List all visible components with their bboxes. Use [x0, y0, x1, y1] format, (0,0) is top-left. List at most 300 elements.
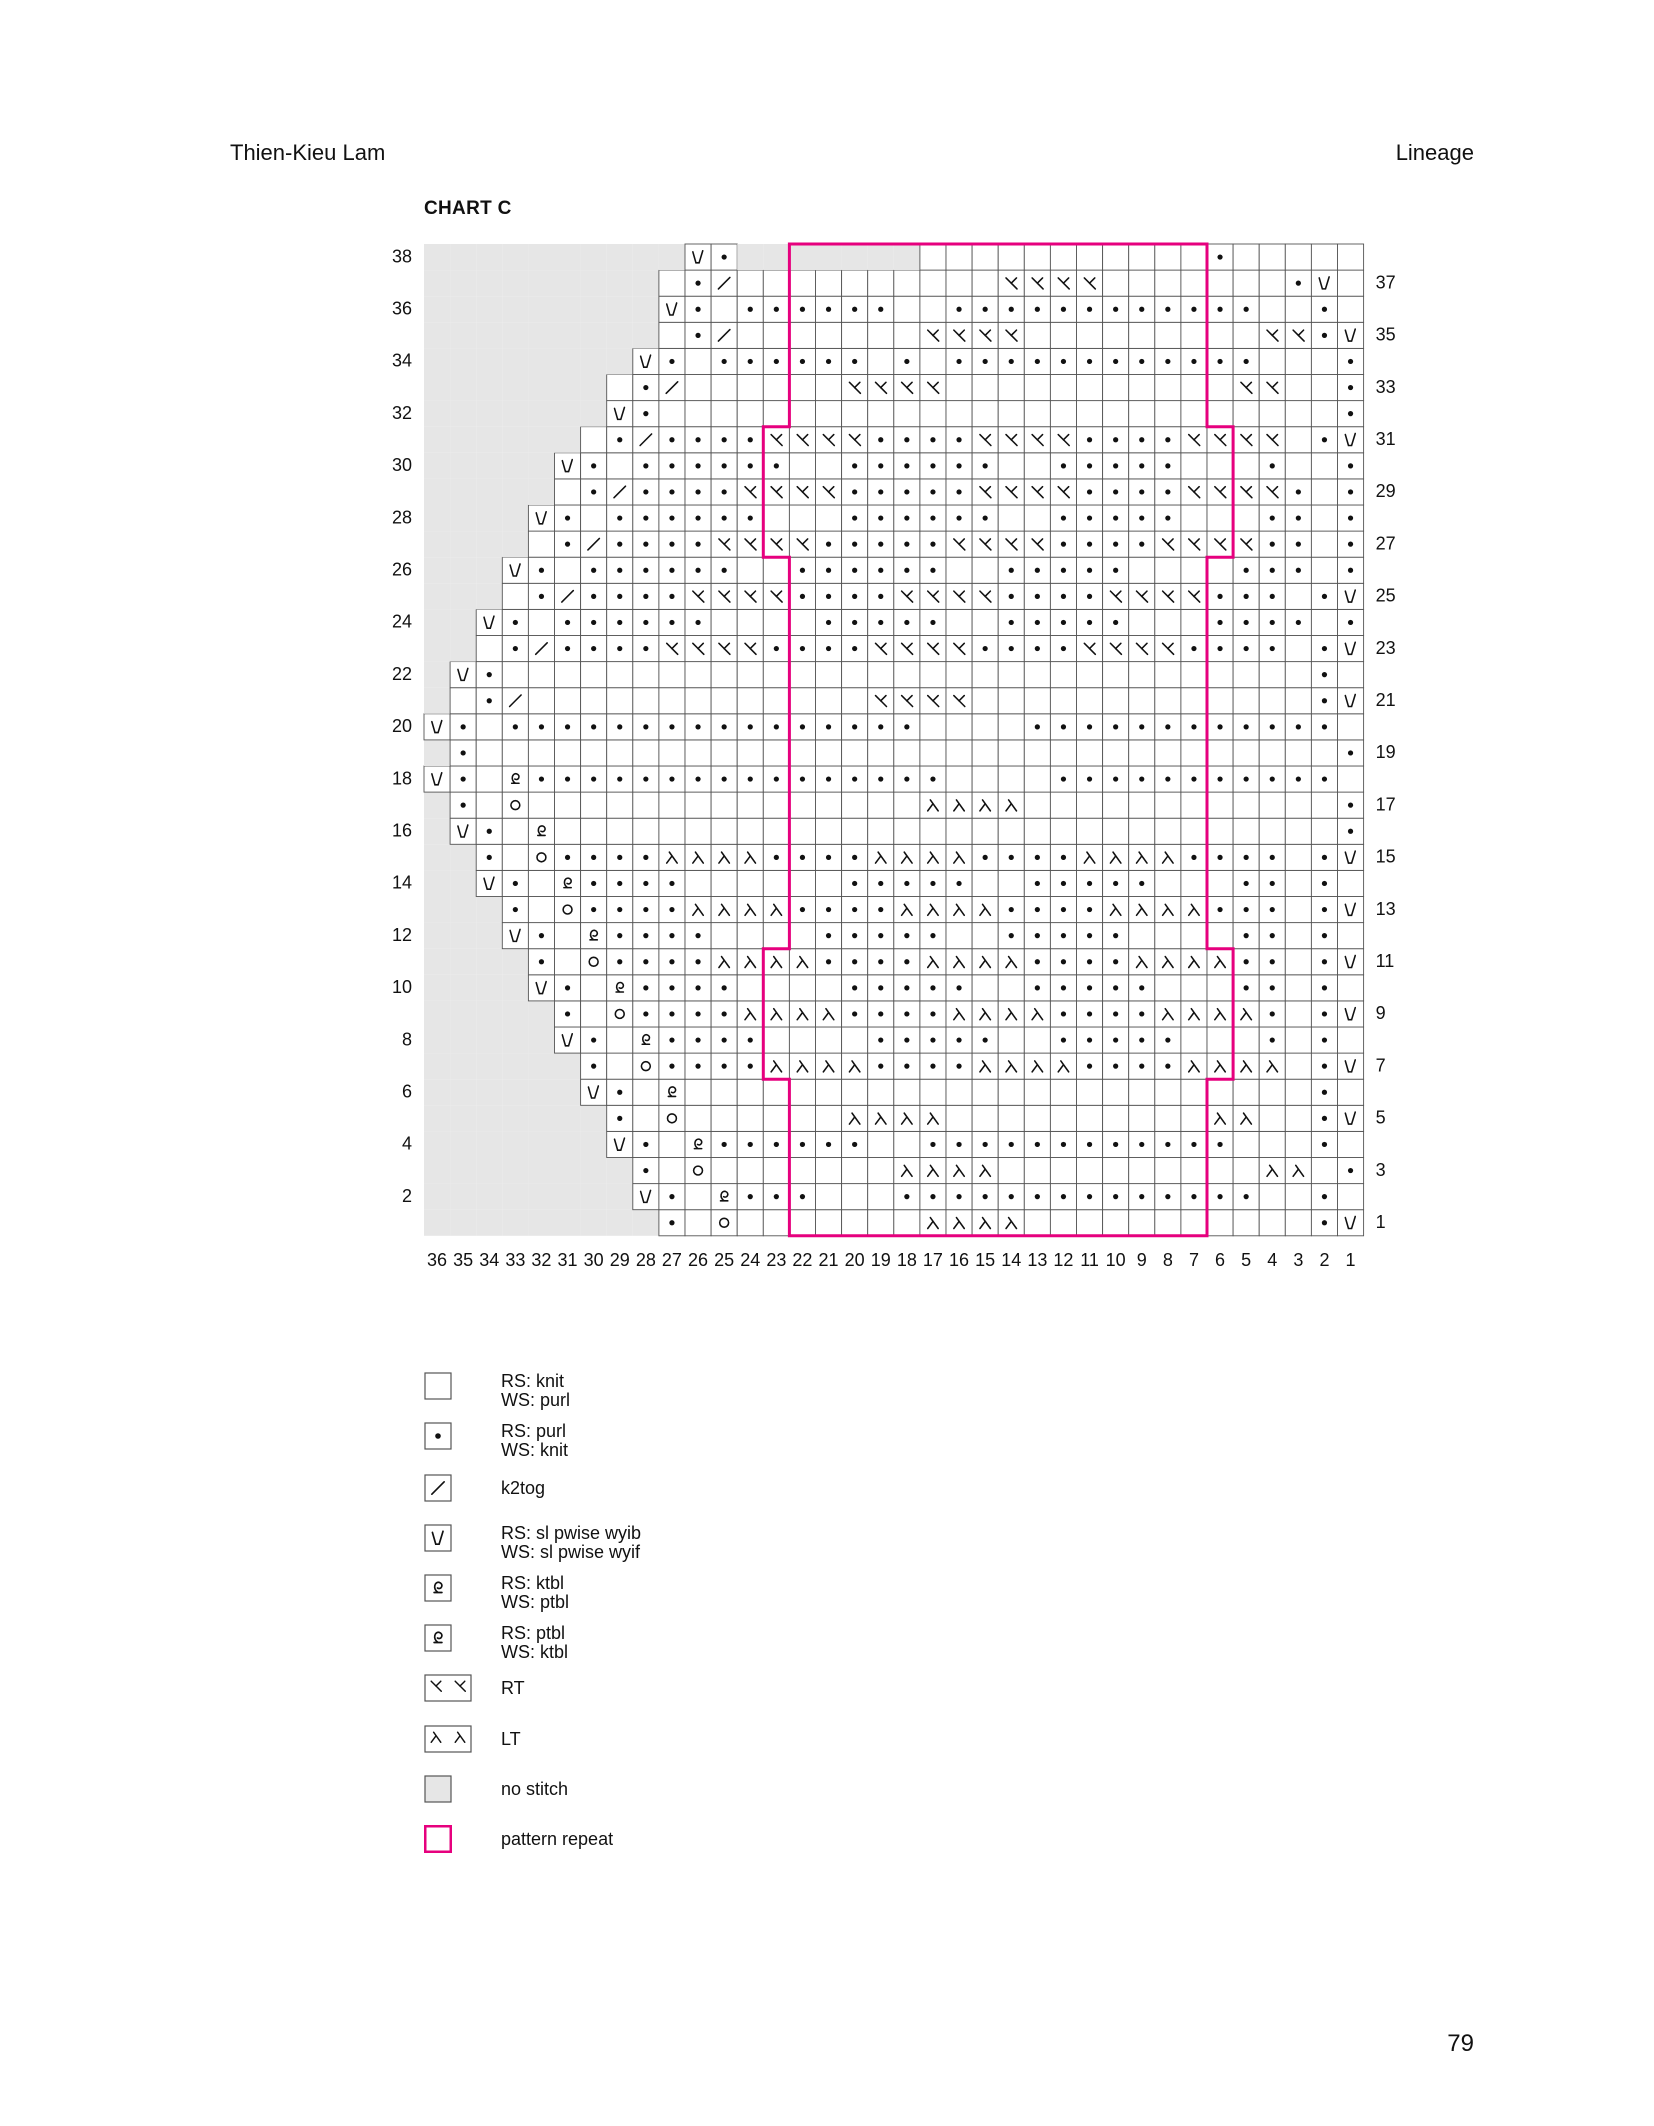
stitch-cell	[920, 1105, 946, 1131]
author-name: Thien-Kieu Lam	[230, 140, 386, 165]
stitch-cell	[1129, 1184, 1155, 1210]
stitch-cell	[1050, 844, 1076, 870]
stitch-cell	[711, 505, 737, 531]
stitch-cell	[633, 1027, 659, 1053]
stitch-cell	[711, 322, 737, 348]
stitch-cell	[868, 557, 894, 583]
stitch-cell	[894, 975, 920, 1001]
stitch-cell	[998, 505, 1024, 531]
stitch-cell	[659, 270, 685, 296]
stitch-cell	[763, 557, 789, 583]
no-stitch-cell	[581, 401, 607, 427]
stitch-cell	[842, 296, 868, 322]
stitch-cell	[1285, 609, 1311, 635]
stitch-cell	[711, 688, 737, 714]
stitch-cell	[1233, 479, 1259, 505]
stitch-cell	[1311, 1158, 1337, 1184]
stitch-cell	[1050, 1001, 1076, 1027]
legend-item-purl	[424, 1422, 824, 1462]
stitch-cell	[1024, 270, 1050, 296]
stitch-cell	[842, 662, 868, 688]
column-label: 8	[1162, 1249, 1173, 1270]
stitch-cell	[737, 401, 763, 427]
no-stitch-cell	[450, 348, 476, 374]
stitch-cell	[685, 322, 711, 348]
no-stitch-cell	[450, 1079, 476, 1105]
stitch-cell	[685, 1184, 711, 1210]
stitch-cell	[1129, 740, 1155, 766]
stitch-cell	[998, 375, 1024, 401]
stitch-cell	[842, 792, 868, 818]
no-stitch-cell	[476, 453, 502, 479]
stitch-cell	[1103, 949, 1129, 975]
stitch-cell	[894, 1184, 920, 1210]
no-stitch-cell	[476, 270, 502, 296]
stitch-cell	[1050, 818, 1076, 844]
stitch-cell	[1207, 662, 1233, 688]
stitch-cell	[711, 1053, 737, 1079]
stitch-cell	[685, 870, 711, 896]
no-stitch-cell	[424, 401, 450, 427]
stitch-cell	[1077, 505, 1103, 531]
legend-label: k2tog	[501, 1478, 546, 1498]
stitch-cell	[842, 322, 868, 348]
no-stitch-cell	[581, 1158, 607, 1184]
stitch-cell	[972, 688, 998, 714]
stitch-cell	[711, 844, 737, 870]
stitch-cell	[1259, 322, 1285, 348]
stitch-cell	[1338, 923, 1364, 949]
stitch-cell	[1181, 1210, 1207, 1236]
column-label: 35	[453, 1249, 474, 1270]
stitch-cell	[476, 636, 502, 662]
stitch-cell	[502, 557, 528, 583]
stitch-cell	[1050, 531, 1076, 557]
stitch-cell	[1129, 1105, 1155, 1131]
stitch-cell	[789, 453, 815, 479]
stitch-cell	[450, 740, 476, 766]
no-stitch-cell	[450, 375, 476, 401]
stitch-cell	[998, 1131, 1024, 1157]
stitch-cell	[816, 427, 842, 453]
stitch-cell	[946, 740, 972, 766]
stitch-cell	[1129, 427, 1155, 453]
no-stitch-cell	[502, 401, 528, 427]
stitch-cell	[842, 531, 868, 557]
stitch-cell	[946, 923, 972, 949]
stitch-cell	[737, 975, 763, 1001]
no-stitch-cell	[528, 1001, 554, 1027]
stitch-cell	[789, 923, 815, 949]
stitch-cell	[868, 270, 894, 296]
stitch-cell	[920, 636, 946, 662]
stitch-cell	[607, 766, 633, 792]
stitch-cell	[1285, 897, 1311, 923]
stitch-cell	[450, 714, 476, 740]
stitch-cell	[711, 1131, 737, 1157]
stitch-cell	[581, 923, 607, 949]
no-stitch-cell	[450, 453, 476, 479]
column-label: 6	[1215, 1249, 1226, 1270]
stitch-cell	[972, 714, 998, 740]
no-stitch-cell	[607, 296, 633, 322]
no-stitch-cell	[502, 505, 528, 531]
no-stitch-cell	[633, 1210, 659, 1236]
no-stitch-cell	[424, 1131, 450, 1157]
no-stitch-cell	[581, 1184, 607, 1210]
no-stitch-cell	[555, 1079, 581, 1105]
stitch-cell	[633, 766, 659, 792]
stitch-cell	[789, 897, 815, 923]
stitch-cell	[607, 975, 633, 1001]
stitch-cell	[1050, 740, 1076, 766]
no-stitch-cell	[424, 609, 450, 635]
no-stitch-cell	[528, 1053, 554, 1079]
stitch-cell	[1285, 557, 1311, 583]
stitch-cell	[1285, 923, 1311, 949]
stitch-cell	[789, 609, 815, 635]
row-label-left: 14	[391, 872, 412, 893]
stitch-cell	[946, 557, 972, 583]
stitch-cell	[737, 322, 763, 348]
stitch-cell	[1207, 609, 1233, 635]
stitch-cell	[1285, 505, 1311, 531]
stitch-cell	[1233, 583, 1259, 609]
stitch-cell	[920, 1158, 946, 1184]
stitch-cell	[1207, 1184, 1233, 1210]
no-stitch-cell	[502, 949, 528, 975]
stitch-cell	[1233, 427, 1259, 453]
stitch-cell	[737, 583, 763, 609]
stitch-cell	[1207, 949, 1233, 975]
legend-item-slip	[424, 1524, 824, 1564]
stitch-cell	[581, 844, 607, 870]
no-stitch-cell	[502, 1001, 528, 1027]
stitch-cell	[972, 453, 998, 479]
no-stitch-cell	[476, 583, 502, 609]
stitch-cell	[685, 375, 711, 401]
stitch-cell	[1338, 1131, 1364, 1157]
no-stitch-cell	[502, 375, 528, 401]
stitch-cell	[1338, 270, 1364, 296]
stitch-cell	[555, 897, 581, 923]
stitch-cell	[789, 296, 815, 322]
stitch-cell	[789, 1053, 815, 1079]
stitch-cell	[685, 609, 711, 635]
stitch-cell	[502, 688, 528, 714]
repeat-icon	[424, 1825, 452, 1853]
no-stitch-cell	[476, 949, 502, 975]
no-stitch-cell	[450, 427, 476, 453]
stitch-cell	[450, 662, 476, 688]
stitch-cell	[1155, 923, 1181, 949]
stitch-cell	[1155, 1131, 1181, 1157]
stitch-cell	[1285, 844, 1311, 870]
stitch-cell	[737, 270, 763, 296]
stitch-cell	[1077, 1184, 1103, 1210]
stitch-cell	[1077, 453, 1103, 479]
no-stitch-cell	[424, 662, 450, 688]
stitch-cell	[1129, 636, 1155, 662]
stitch-cell	[1233, 1053, 1259, 1079]
stitch-cell	[1077, 740, 1103, 766]
stitch-cell	[1311, 1131, 1337, 1157]
stitch-cell	[1077, 244, 1103, 270]
stitch-cell	[581, 766, 607, 792]
stitch-cell	[711, 609, 737, 635]
stitch-cell	[1077, 270, 1103, 296]
stitch-cell	[1338, 1027, 1364, 1053]
stitch-cell	[998, 270, 1024, 296]
stitch-cell	[1129, 479, 1155, 505]
stitch-cell	[711, 1001, 737, 1027]
stitch-cell	[581, 1001, 607, 1027]
stitch-cell	[607, 792, 633, 818]
stitch-cell	[842, 1158, 868, 1184]
stitch-cell	[1259, 975, 1285, 1001]
stitch-cell	[1129, 688, 1155, 714]
no-stitch-cell	[450, 897, 476, 923]
no-stitch-cell	[424, 1158, 450, 1184]
no-stitch-cell	[528, 1184, 554, 1210]
stitch-cell	[711, 479, 737, 505]
stitch-cell	[1181, 792, 1207, 818]
stitch-cell	[972, 609, 998, 635]
no-stitch-cell	[476, 1105, 502, 1131]
stitch-cell	[581, 583, 607, 609]
stitch-cell	[894, 792, 920, 818]
stitch-cell	[1024, 897, 1050, 923]
ktbl-icon	[424, 1574, 452, 1602]
stitch-cell	[920, 1210, 946, 1236]
stitch-cell	[972, 818, 998, 844]
stitch-cell	[502, 870, 528, 896]
no-stitch-cell	[502, 479, 528, 505]
legend-item-rt	[424, 1674, 824, 1714]
stitch-cell	[1311, 270, 1337, 296]
stitch-cell	[998, 296, 1024, 322]
stitch-cell	[581, 453, 607, 479]
stitch-cell	[920, 375, 946, 401]
stitch-cell	[685, 1131, 711, 1157]
stitch-cell	[1103, 766, 1129, 792]
stitch-cell	[972, 505, 998, 531]
row-label-left: 22	[391, 663, 412, 684]
stitch-cell	[1024, 662, 1050, 688]
stitch-cell	[737, 766, 763, 792]
stitch-cell	[1129, 714, 1155, 740]
stitch-cell	[1103, 322, 1129, 348]
stitch-cell	[946, 1184, 972, 1210]
stitch-cell	[1285, 1079, 1311, 1105]
column-label: 2	[1319, 1249, 1330, 1270]
stitch-cell	[555, 636, 581, 662]
stitch-cell	[711, 1105, 737, 1131]
stitch-cell	[1103, 688, 1129, 714]
stitch-cell	[1050, 583, 1076, 609]
stitch-cell	[711, 453, 737, 479]
stitch-cell	[1259, 870, 1285, 896]
stitch-cell	[1338, 740, 1364, 766]
stitch-cell	[920, 688, 946, 714]
no-stitch-cell	[424, 1079, 450, 1105]
stitch-cell	[633, 636, 659, 662]
row-label-right: 1	[1375, 1211, 1386, 1232]
stitch-cell	[1155, 401, 1181, 427]
stitch-cell	[1338, 1184, 1364, 1210]
stitch-cell	[1024, 870, 1050, 896]
stitch-cell	[763, 531, 789, 557]
stitch-cell	[685, 1210, 711, 1236]
no-stitch-cell	[502, 1131, 528, 1157]
stitch-cell	[633, 897, 659, 923]
stitch-cell	[946, 1053, 972, 1079]
stitch-cell	[1285, 740, 1311, 766]
stitch-cell	[1077, 662, 1103, 688]
stitch-cell	[659, 583, 685, 609]
stitch-cell	[1259, 296, 1285, 322]
stitch-cell	[1311, 949, 1337, 975]
stitch-cell	[1207, 688, 1233, 714]
stitch-cell	[1050, 244, 1076, 270]
stitch-cell	[1233, 296, 1259, 322]
stitch-cell	[1181, 766, 1207, 792]
stitch-cell	[789, 1210, 815, 1236]
stitch-cell	[502, 844, 528, 870]
stitch-cell	[659, 453, 685, 479]
stitch-cell	[972, 923, 998, 949]
stitch-cell	[789, 766, 815, 792]
stitch-cell	[972, 1053, 998, 1079]
stitch-cell	[816, 1053, 842, 1079]
stitch-cell	[1285, 1001, 1311, 1027]
stitch-cell	[1233, 923, 1259, 949]
stitch-cell	[737, 1158, 763, 1184]
stitch-cell	[581, 949, 607, 975]
stitch-cell	[1129, 583, 1155, 609]
stitch-cell	[1050, 714, 1076, 740]
stitch-cell	[1259, 1131, 1285, 1157]
column-label: 7	[1188, 1249, 1199, 1270]
stitch-cell	[998, 688, 1024, 714]
stitch-cell	[1050, 296, 1076, 322]
stitch-cell	[946, 401, 972, 427]
stitch-cell	[1259, 1027, 1285, 1053]
stitch-cell	[816, 949, 842, 975]
stitch-cell	[711, 348, 737, 374]
stitch-cell	[1129, 270, 1155, 296]
stitch-cell	[946, 244, 972, 270]
stitch-cell	[868, 740, 894, 766]
row-label-right: 27	[1375, 533, 1396, 554]
stitch-cell	[868, 322, 894, 348]
stitch-cell	[868, 583, 894, 609]
stitch-cell	[1233, 1210, 1259, 1236]
stitch-cell	[1024, 531, 1050, 557]
stitch-cell	[1207, 1001, 1233, 1027]
stitch-cell	[842, 270, 868, 296]
stitch-cell	[1181, 844, 1207, 870]
no-stitch-cell	[476, 427, 502, 453]
no-stitch-cell	[633, 296, 659, 322]
stitch-cell	[1233, 1027, 1259, 1053]
stitch-cell	[1103, 923, 1129, 949]
no-stitch-cell	[424, 870, 450, 896]
no-stitch-cell	[476, 975, 502, 1001]
stitch-cell	[633, 923, 659, 949]
legend-label: RS: ktbl WS: ptbl	[501, 1573, 570, 1612]
stitch-cell	[711, 870, 737, 896]
no-stitch-cell	[816, 244, 842, 270]
row-label-left: 6	[401, 1081, 412, 1102]
stitch-cell	[581, 714, 607, 740]
stitch-cell	[1050, 1105, 1076, 1131]
stitch-cell	[1129, 923, 1155, 949]
row-label-right: 9	[1375, 1003, 1386, 1024]
no-stitch-cell	[528, 479, 554, 505]
stitch-cell	[685, 1105, 711, 1131]
stitch-cell	[1103, 583, 1129, 609]
stitch-cell	[920, 740, 946, 766]
stitch-cell	[528, 818, 554, 844]
stitch-cell	[1259, 923, 1285, 949]
stitch-cell	[1077, 975, 1103, 1001]
stitch-cell	[1077, 870, 1103, 896]
stitch-cell	[1181, 714, 1207, 740]
legend-label: pattern repeat	[501, 1829, 614, 1849]
stitch-cell	[685, 1079, 711, 1105]
stitch-cell	[1050, 1027, 1076, 1053]
stitch-cell	[555, 688, 581, 714]
no-stitch-cell	[502, 1027, 528, 1053]
stitch-cell	[998, 1053, 1024, 1079]
stitch-cell	[998, 1079, 1024, 1105]
stitch-cell	[894, 766, 920, 792]
no-stitch-cell	[450, 479, 476, 505]
stitch-cell	[842, 740, 868, 766]
stitch-cell	[737, 1053, 763, 1079]
stitch-cell	[1285, 688, 1311, 714]
stitch-cell	[1311, 296, 1337, 322]
stitch-cell	[711, 662, 737, 688]
stitch-cell	[1311, 557, 1337, 583]
stitch-cell	[1024, 844, 1050, 870]
column-label: 19	[870, 1249, 891, 1270]
stitch-cell	[1024, 401, 1050, 427]
no-stitch-cell	[424, 583, 450, 609]
stitch-cell	[998, 348, 1024, 374]
stitch-cell	[1338, 1001, 1364, 1027]
stitch-cell	[816, 792, 842, 818]
stitch-cell	[1181, 531, 1207, 557]
stitch-cell	[1103, 375, 1129, 401]
no-stitch-cell	[476, 557, 502, 583]
stitch-cell	[972, 296, 998, 322]
stitch-cell	[633, 453, 659, 479]
stitch-cell	[1181, 1001, 1207, 1027]
stitch-cell	[685, 714, 711, 740]
stitch-cell	[1050, 1158, 1076, 1184]
stitch-cell	[1103, 662, 1129, 688]
stitch-cell	[946, 479, 972, 505]
stitch-cell	[868, 1184, 894, 1210]
stitch-cell	[711, 1027, 737, 1053]
stitch-cell	[1285, 1210, 1311, 1236]
stitch-cell	[633, 870, 659, 896]
stitch-cell	[502, 740, 528, 766]
stitch-cell	[1155, 792, 1181, 818]
row-label-left: 30	[391, 455, 412, 476]
